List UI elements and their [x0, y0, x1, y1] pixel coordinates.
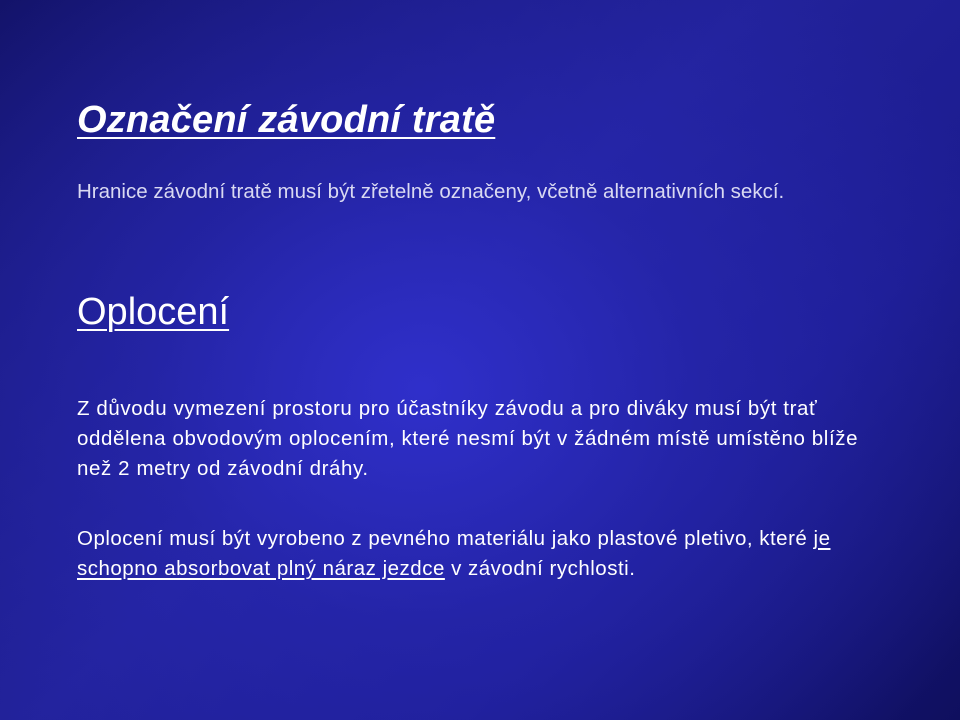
fencing-paragraph-2-start: Oplocení musí být vyrobeno z pevného materiálu jako plastové pletivo, které: [77, 527, 814, 550]
section-heading-fencing: Oplocení: [77, 291, 230, 333]
fencing-paragraph-1: Z důvodu vymezení prostoru pro účastníky závodu a pro diváky musí být trať oddělena obvodovým oplocením, které nesmí být v žádném místě umístěno blíže než 2 metry od závodní dráhy.: [77, 397, 859, 480]
intro-text: Hranice závodní tratě musí být zřetelně označeny, včetně alternativních sekcí.: [77, 180, 785, 203]
slide-title: Označení závodní tratě: [77, 99, 496, 141]
fencing-paragraph-2: [77, 524, 897, 584]
fencing-paragraph-2-end: v závodní rychlosti.: [444, 557, 636, 580]
fencing-paragraph-2-underlined: je schopno absorbovat plný náraz jezdce: [77, 527, 831, 580]
